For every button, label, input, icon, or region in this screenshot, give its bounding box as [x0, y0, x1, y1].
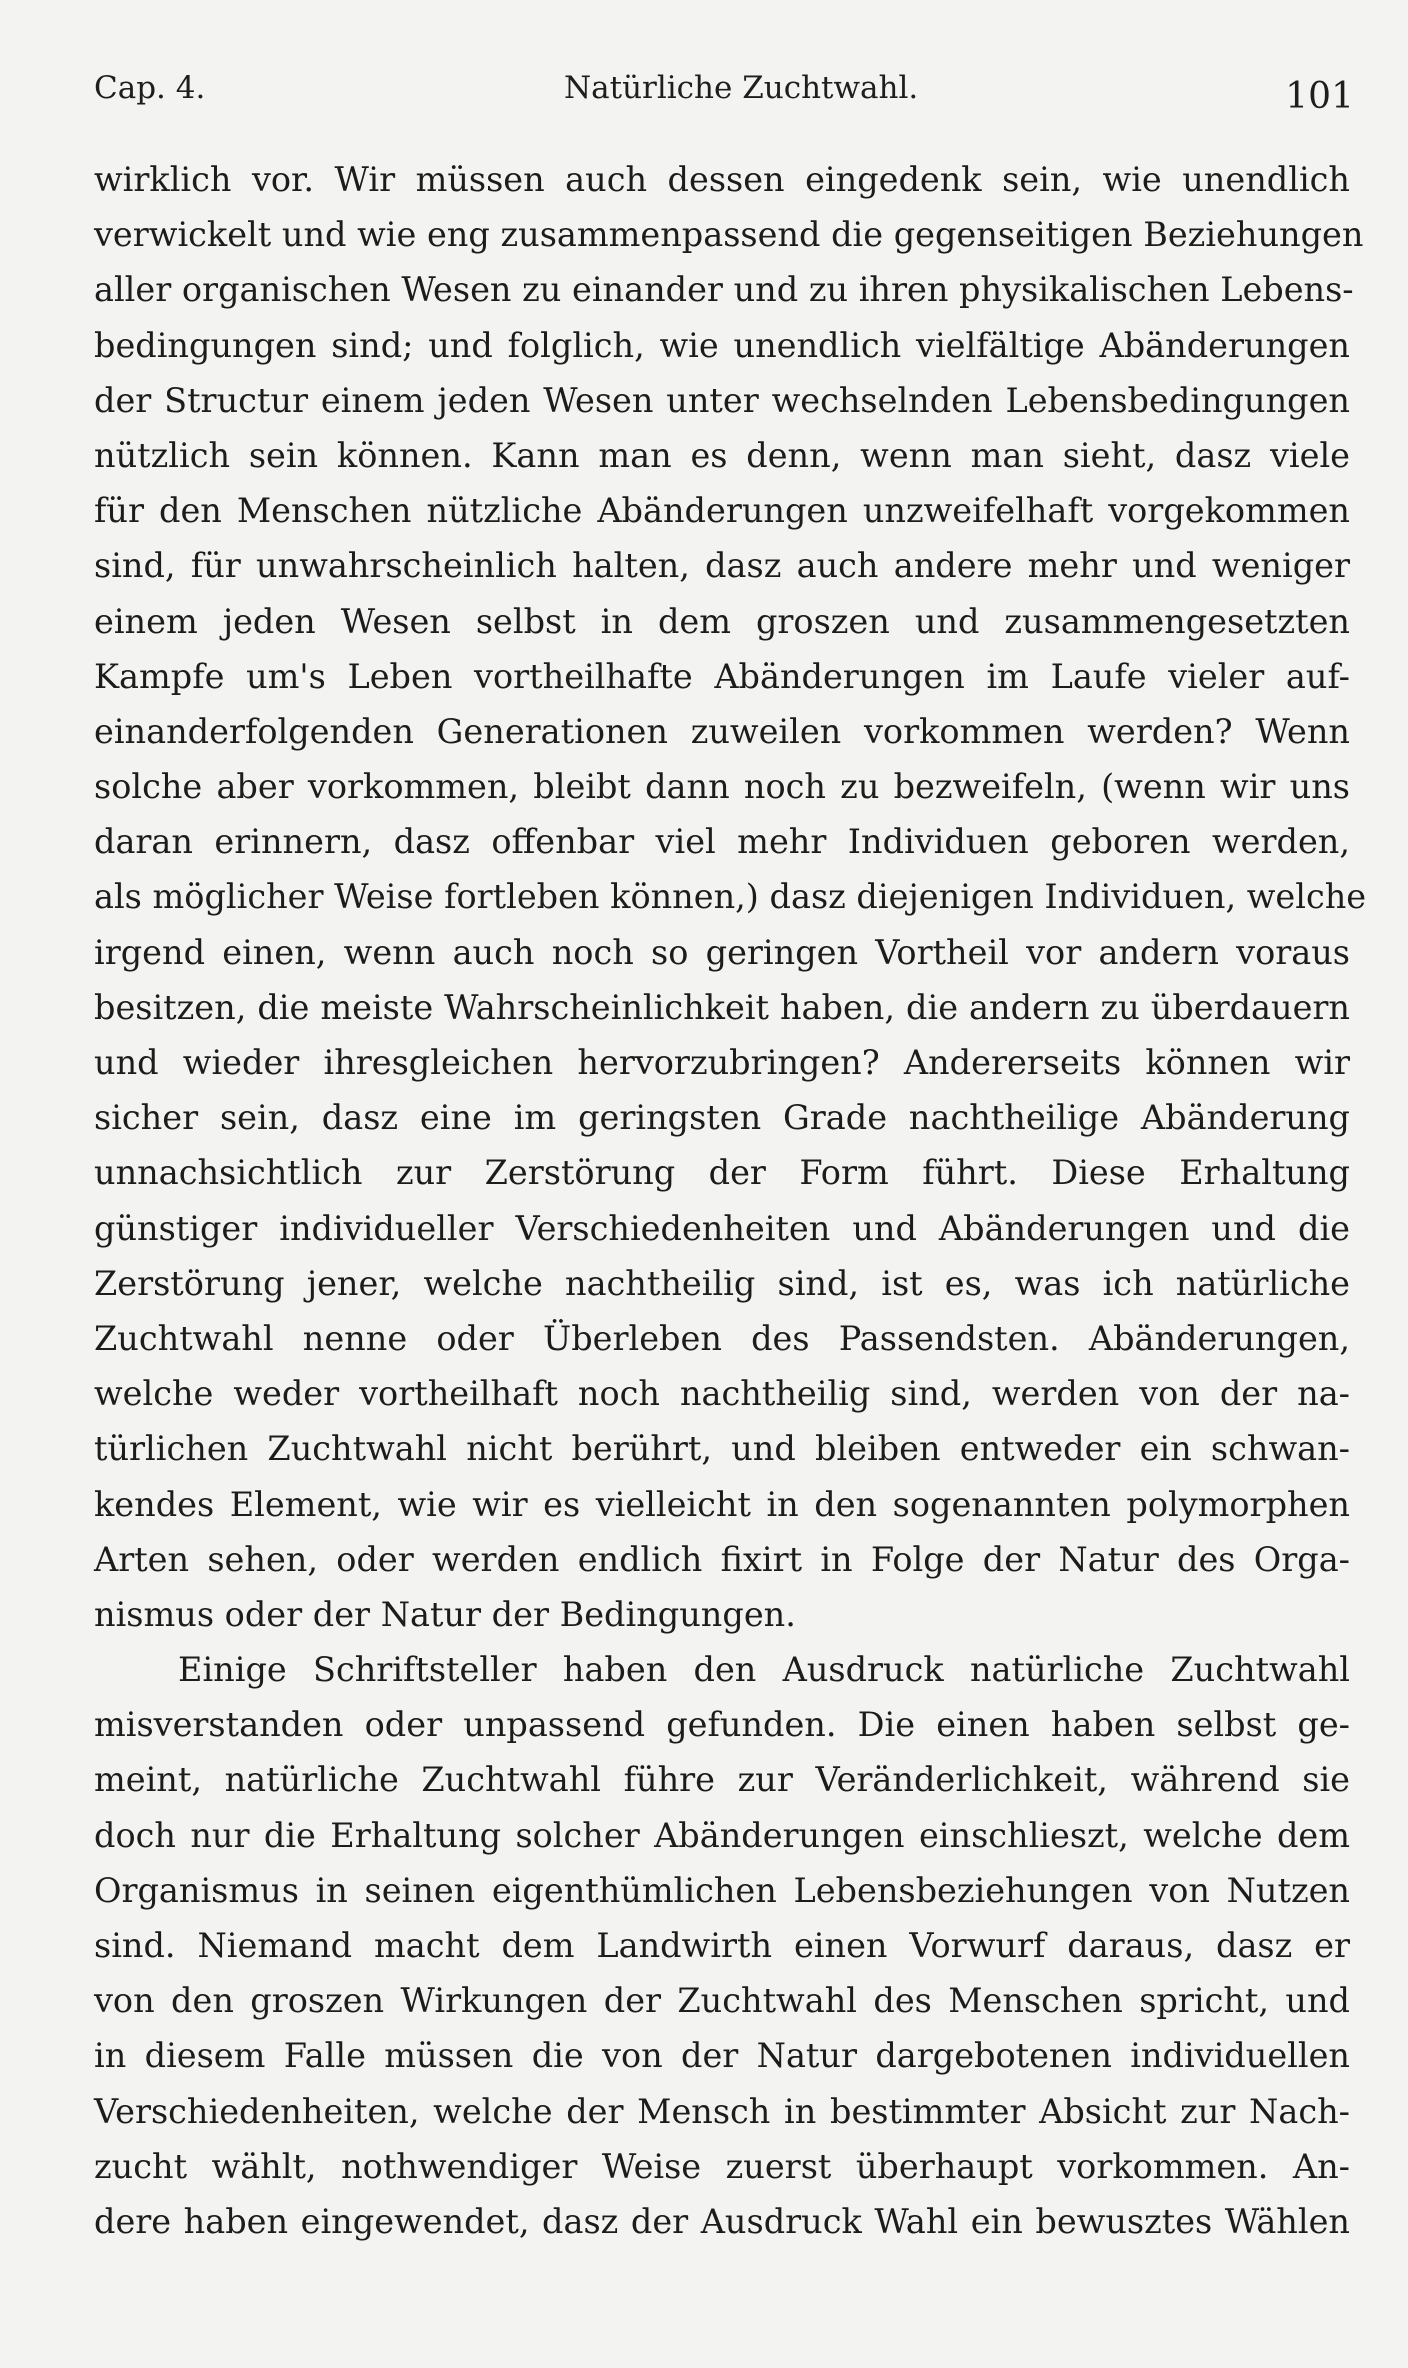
- text-line: Zuchtwahl nenne oder Überleben des Passendsten. Abänderungen,: [94, 1318, 1350, 1358]
- text-line: Verschiedenheiten, welche der Mensch in bestimmter Absicht zur Nach-: [94, 2091, 1350, 2131]
- page-number: 101: [1285, 76, 1354, 117]
- running-head: [94, 66, 1354, 126]
- text-line: einanderfolgenden Generationen zuweilen vorkommen werden? Wenn: [94, 711, 1350, 751]
- text-line: sind. Niemand macht dem Landwirth einen Vorwurf daraus, dasz er: [94, 1926, 1350, 1965]
- body-text: [94, 152, 1367, 2249]
- text-line: günstiger individueller Verschiedenheiten und Abänderungen und die: [94, 1208, 1350, 1248]
- text-line: sind, für unwahrscheinlich halten, dasz auch andere mehr und weniger: [94, 546, 1350, 586]
- text-line: zucht wählt, nothwendiger Weise zuerst überhaupt vorkommen. An-: [94, 2146, 1350, 2186]
- text-line: Zerstörung jener, welche nachtheilig sind, ist es, was ich natürliche: [94, 1263, 1350, 1303]
- text-line: von den groszen Wirkungen der Zuchtwahl des Menschen spricht, und: [94, 1981, 1350, 2021]
- text-line: besitzen, die meiste Wahrscheinlichkeit haben, die andern zu überdauern: [94, 987, 1350, 1027]
- running-title: Natürliche Zuchtwahl.: [564, 70, 919, 106]
- text-line: sicher sein, dasz eine im geringsten Grade nachtheilige Abänderung: [94, 1098, 1350, 1138]
- text-line: der Structur einem jeden Wesen unter wechselnden Lebensbedingungen: [94, 380, 1350, 420]
- paragraph-end-line: nismus oder der Natur der Bedingungen.: [94, 1594, 796, 1634]
- text-line: wirklich vor. Wir müssen auch dessen eingedenk sein, wie unendlich: [94, 160, 1350, 199]
- text-line: Organismus in seinen eigenthümlichen Lebensbeziehungen von Nutzen: [94, 1870, 1350, 1910]
- text-line: unnachsichtlich zur Zerstörung der Form führt. Diese Erhaltung: [94, 1153, 1350, 1193]
- text-line: für den Menschen nützliche Abänderungen unzweifelhaft vorgekommen: [94, 491, 1350, 531]
- text-line: nützlich sein können. Kann man es denn, wenn man sieht, dasz viele: [94, 435, 1350, 475]
- text-line: einem jeden Wesen selbst in dem groszen und zusammengesetzten: [94, 601, 1350, 641]
- text-line: in diesem Falle müssen die von der Natur dargebotenen individuellen: [94, 2036, 1350, 2076]
- text-line: daran erinnern, dasz offenbar viel mehr Individuen geboren werden,: [94, 822, 1350, 862]
- text-line: meint, natürliche Zuchtwahl führe zur Veränderlichkeit, während sie: [94, 1760, 1350, 1800]
- text-line: solche aber vorkommen, bleibt dann noch zu bezweifeln, (wenn wir uns: [94, 767, 1350, 807]
- text-line: irgend einen, wenn auch noch so geringen Vortheil vor andern voraus: [94, 932, 1350, 972]
- text-line: als möglicher Weise fortleben können,) dasz diejenigen Individuen, welche: [94, 877, 1367, 917]
- text-line: misverstanden oder unpassend gefunden. Die einen haben selbst ge-: [94, 1705, 1350, 1745]
- text-line: kendes Element, wie wir es vielleicht in den sogenannten polymorphen: [94, 1484, 1350, 1524]
- text-line: und wieder ihresgleichen hervorzubringen? Andererseits können wir: [94, 1043, 1350, 1082]
- text-line: aller organischen Wesen zu einander und zu ihren physikalischen Lebens-: [94, 270, 1354, 310]
- text-line: Arten sehen, oder werden endlich fixirt in Folge der Natur des Orga-: [94, 1539, 1350, 1579]
- text-line: türlichen Zuchtwahl nicht berührt, und bleiben entweder ein schwan-: [94, 1429, 1350, 1469]
- text-line: verwickelt und wie eng zusammenpassend die gegenseitigen Beziehungen: [94, 215, 1364, 255]
- text-line: welche weder vortheilhaft noch nachtheilig sind, werden von der na-: [94, 1374, 1350, 1414]
- text-line: bedingungen sind; und folglich, wie unendlich vielfältige Abänderungen: [94, 325, 1350, 365]
- chapter-label: Cap. 4.: [94, 70, 206, 106]
- text-line: Kampfe um's Leben vortheilhafte Abänderungen im Laufe vieler auf-: [94, 656, 1350, 696]
- text-line: doch nur die Erhaltung solcher Abänderungen einschlieszt, welche dem: [94, 1815, 1350, 1855]
- paragraph-start-line: Einige Schriftsteller haben den Ausdruck natürliche Zuchtwahl: [178, 1650, 1350, 1690]
- text-line: dere haben eingewendet, dasz der Ausdruck Wahl ein bewusztes Wählen: [94, 2201, 1350, 2241]
